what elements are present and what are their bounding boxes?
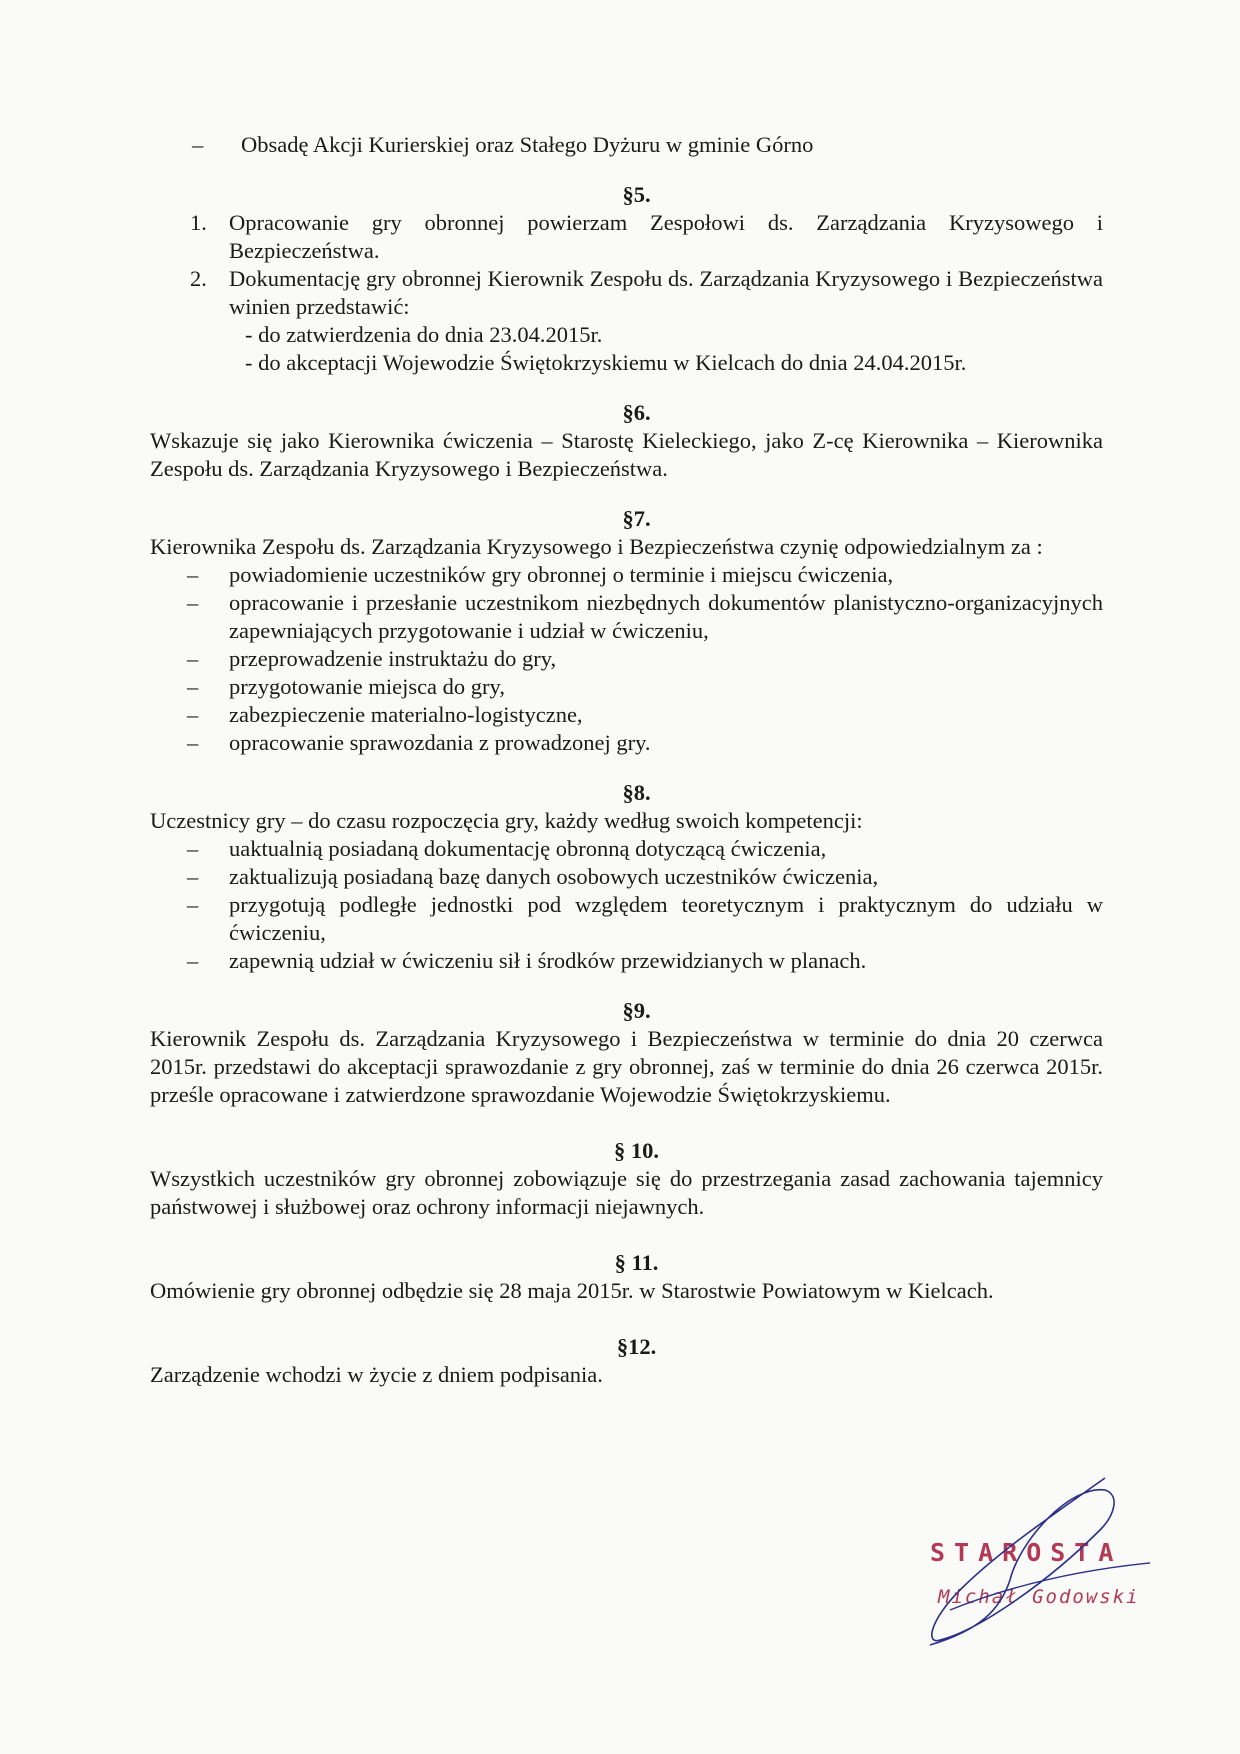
section-6-text: Wskazuje się jako Kierownika ćwiczenia – Starostę Kieleckiego, jako Z-cę Kierownika – Kierownika Zespołu ds. Zarządzania Kryzysowego i Bezpieczeństwa. [150,428,1103,481]
item-number: 1. [190,210,207,235]
item-text: Opracowanie gry obronnej powierzam Zespołowi ds. Zarządzania Kryzysowego i Bezpieczeństwa. [229,210,1103,263]
list-item [150,863,1103,891]
list-item [150,701,1103,729]
list-item [150,561,1103,589]
section-6-heading: §6. [622,400,651,425]
dash-bullet: – [187,646,199,671]
stamp-name: Michał Godowski [938,1586,1140,1608]
list-item [150,947,1103,975]
list-item-text: opracowanie sprawozdania z prowadzonej gry. [229,730,651,755]
section-7-list [150,561,1103,757]
list-item [150,891,1103,947]
section-11-heading: § 11. [614,1250,659,1275]
section-5-item-1 [150,209,1103,265]
section-10-heading: § 10. [614,1138,659,1163]
section-8-heading: §8. [622,780,651,805]
signature-icon [920,1470,1150,1650]
section-12-text: Zarządzenie wchodzi w życie z dniem podpisania. [150,1362,603,1387]
list-item-text: zapewnią udział w ćwiczeniu sił i środków przewidzianych w planach. [229,948,867,973]
section-5-sub-2: - do akceptacji Wojewodzie Świętokrzyskiemu w Kielcach do dnia 24.04.2015r. [245,350,967,375]
list-item [150,673,1103,701]
list-item-text: zaktualizują posiadaną bazę danych osobowych uczestników ćwiczenia, [229,864,879,889]
dash-bullet: – [187,892,199,917]
list-item [150,835,1103,863]
item-text: Dokumentację gry obronnej Kierownik Zespołu ds. Zarządzania Kryzysowego i Bezpieczeństwa winien przedstawić: [229,266,1103,319]
list-item-text: przygotują podległe jednostki pod względem teoretycznym i praktycznym do udziału w ćwiczeniu, [229,892,1103,945]
list-item-text: powiadomienie uczestników gry obronnej o terminie i miejscu ćwiczenia, [229,562,894,587]
dash-bullet: – [187,674,199,699]
list-item [150,729,1103,757]
list-item-text: przygotowanie miejsca do gry, [229,674,505,699]
official-stamp [920,1470,1150,1650]
section-7-heading: §7. [622,506,651,531]
section-10-text: Wszystkich uczestników gry obronnej zobowiązuje się do przestrzegania zasad zachowania tajemnicy państwowej i służbowej oraz ochrony informacji niejawnych. [150,1166,1103,1219]
section-9-heading: §9. [622,998,651,1023]
section-11-text: Omówienie gry obronnej odbędzie się 28 maja 2015r. w Starostwie Powiatowym w Kielcach. [150,1278,994,1303]
section-12-heading: §12. [616,1334,657,1359]
list-item [150,645,1103,673]
section-5-sub-1: - do zatwierdzenia do dnia 23.04.2015r. [245,322,603,347]
list-item-text: opracowanie i przesłanie uczestnikom niezbędnych dokumentów planistyczno-organizacyjnych zapewniających przygotowanie i udział w ćwiczeniu, [229,590,1103,643]
section-8-text: Uczestnicy gry – do czasu rozpoczęcia gry, każdy według swoich kompetencji: [150,808,863,833]
dash-bullet: – [187,948,199,973]
dash-bullet: – [187,864,199,889]
section-7-text: Kierownika Zespołu ds. Zarządzania Kryzysowego i Bezpieczeństwa czynię odpowiedzialnym za : [150,534,1043,559]
document-body [150,131,1103,1389]
dash-bullet: – [187,590,199,615]
dash-bullet: – [187,836,199,861]
dash-bullet: – [187,562,199,587]
intro-item-text: Obsadę Akcji Kurierskiej oraz Stałego Dyżuru w gminie Górno [241,132,814,157]
dash-bullet: – [187,730,199,755]
dash-bullet: – [192,132,204,157]
section-5-heading: §5. [622,182,651,207]
list-item-text: przeprowadzenie instruktażu do gry, [229,646,557,671]
intro-item [150,131,1103,159]
list-item-text: zabezpieczenie materialno-logistyczne, [229,702,583,727]
section-8-list [150,835,1103,975]
dash-bullet: – [187,702,199,727]
list-item-text: uaktualnią posiadaną dokumentację obronną dotyczącą ćwiczenia, [229,836,827,861]
item-number: 2. [190,266,207,291]
section-9-text: Kierownik Zespołu ds. Zarządzania Kryzysowego i Bezpieczeństwa w terminie do dnia 20 czerwca 2015r. przedstawi do akceptacji sprawozdanie z gry obronnej, zaś w terminie do dnia 26 czerwca 2015r. prześle opracowane i zatwierdzone sprawozdanie Wojewodzie Świętokrzyskiemu. [150,1026,1103,1107]
section-5-item-2 [150,265,1103,321]
stamp-title: STAROSTA [930,1538,1123,1567]
list-item [150,589,1103,645]
